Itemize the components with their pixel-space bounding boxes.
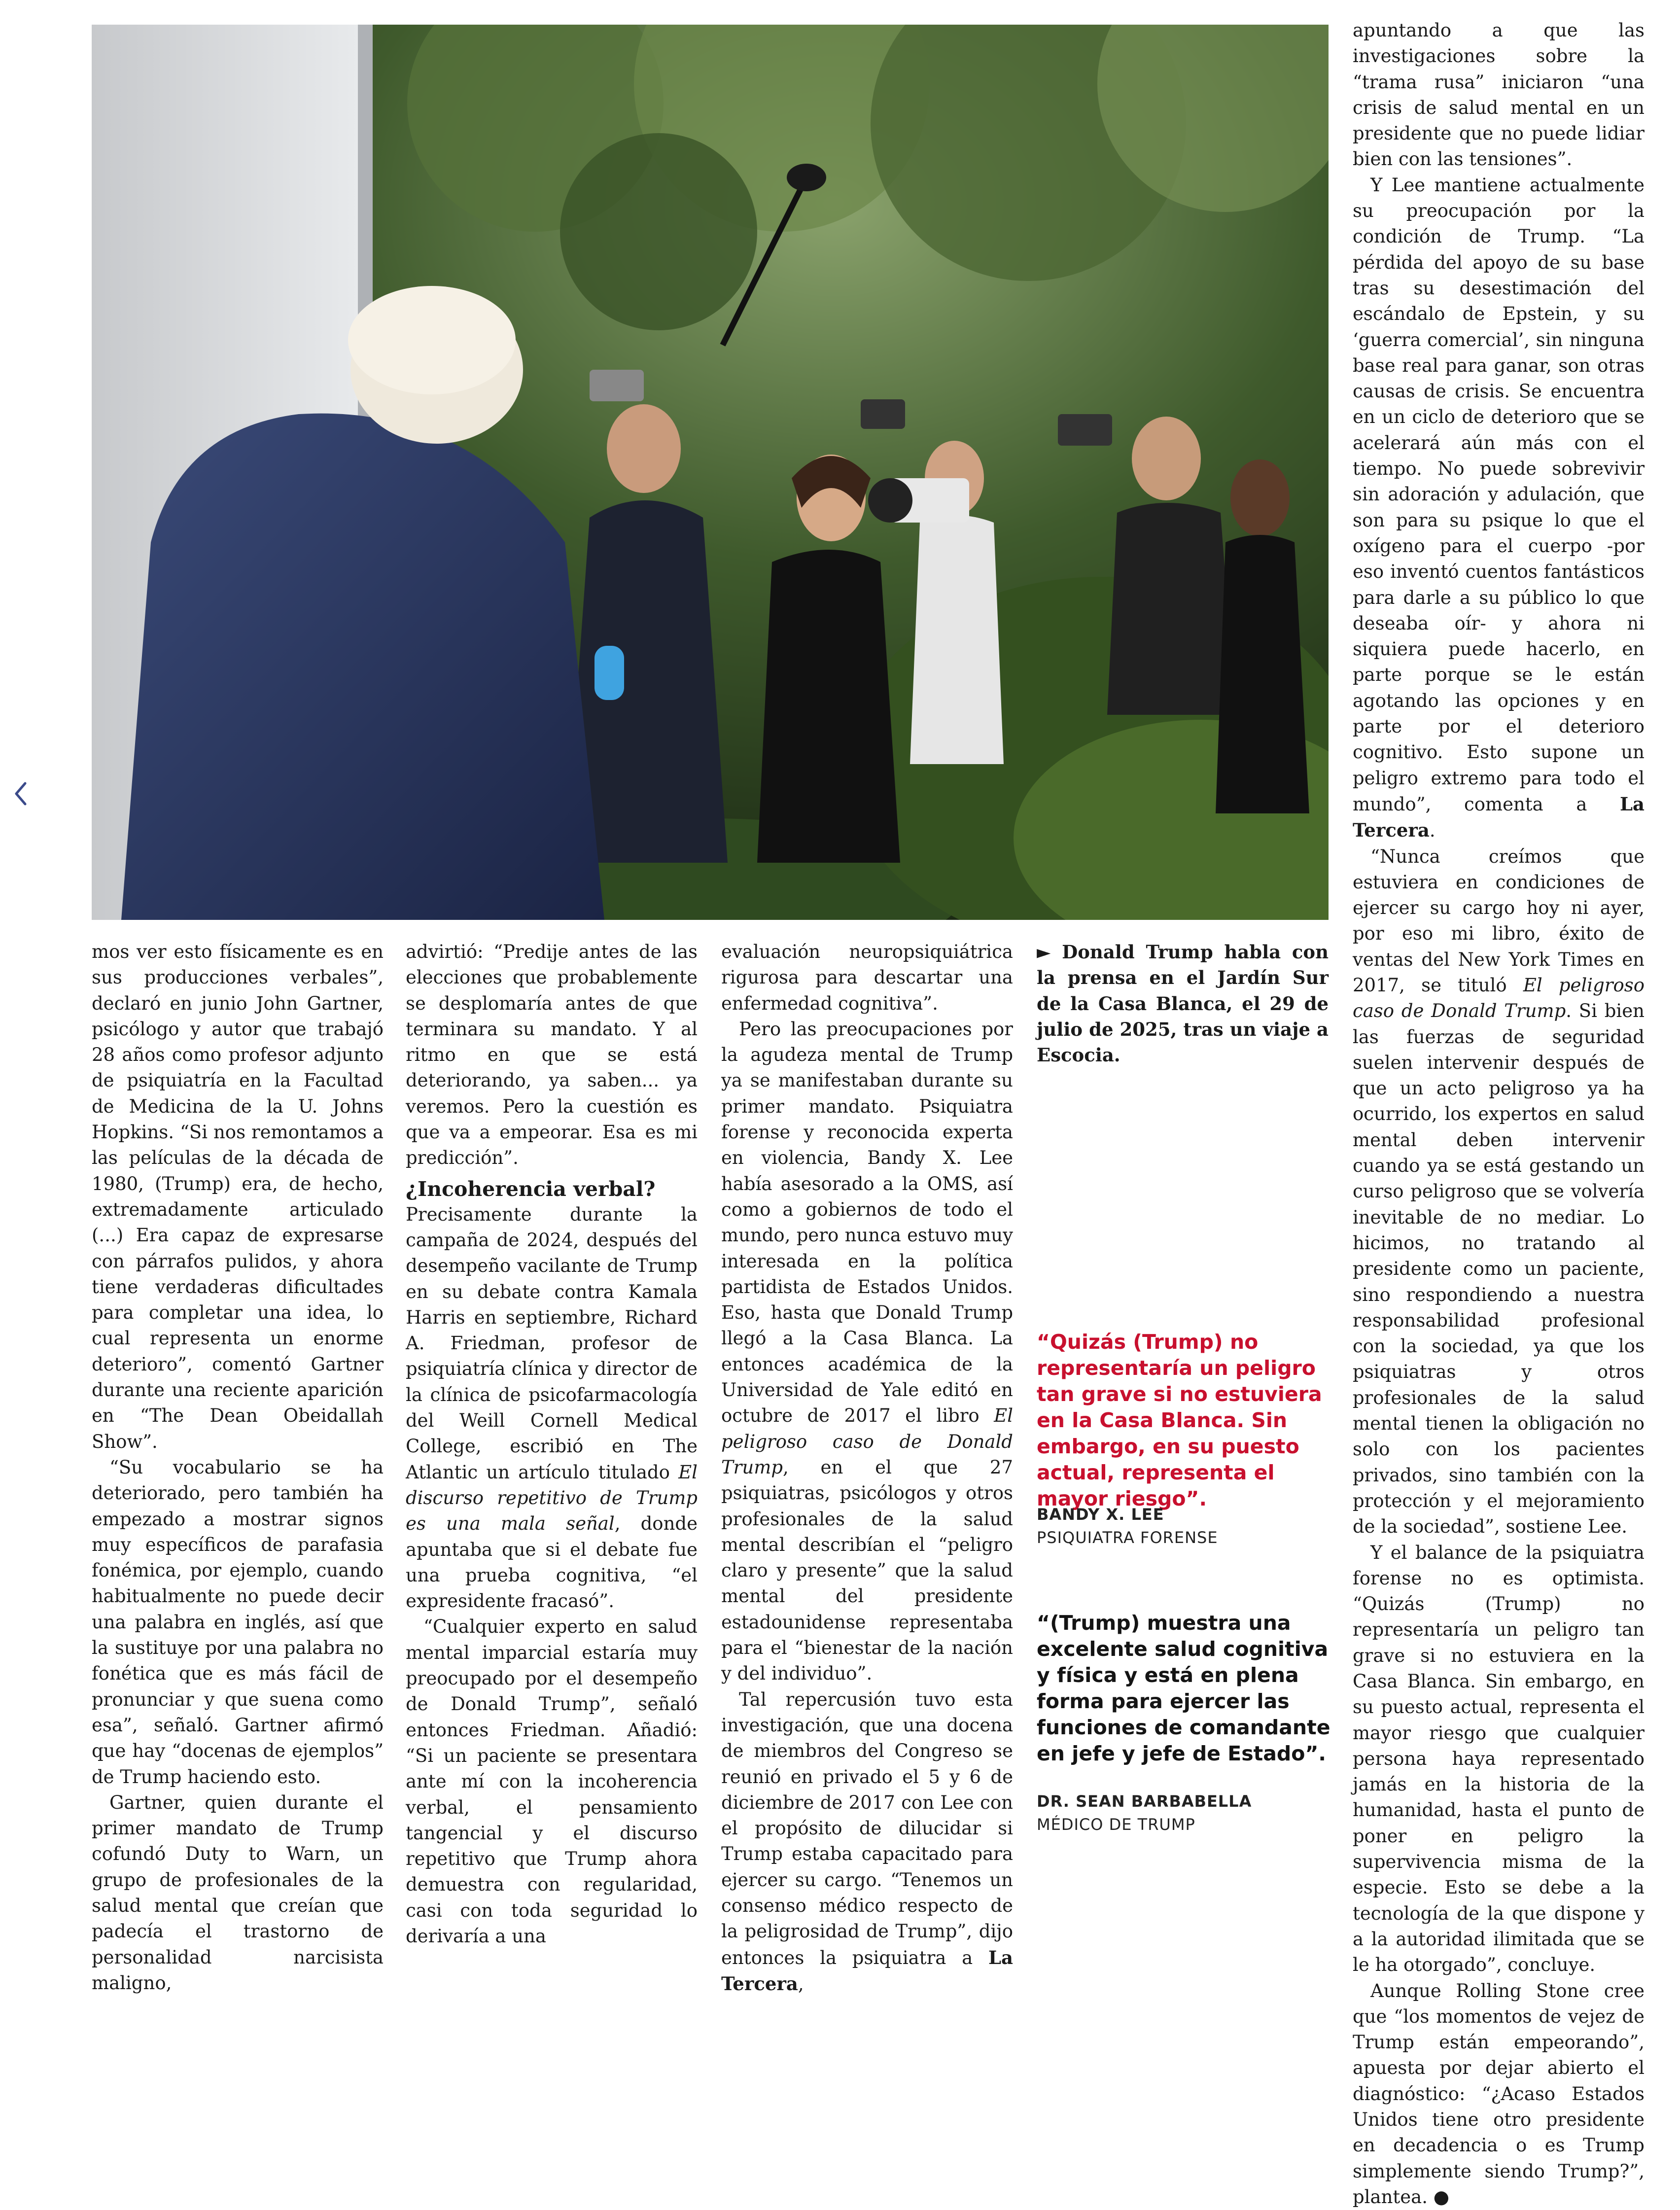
publication-name: La Tercera — [1353, 793, 1645, 842]
quote-author-name: DR. SEAN BARBABELLA — [1037, 1792, 1252, 1811]
paragraph: mos ver esto físicamente es en sus producciones verbales”, declaró en junio John Gartner, psicólogo y autor que trabajó 28 años como profesor adjunto de psiquiatría en la Facultad de Medicina de la U. Johns Hopkins. “Si nos remontamos a las películas de la década de 1980, (Trump) era, de hecho, extremadamente articulado (...) Era capaz de expresarse con párrafos pulidos, y ahora tiene verdaderas dificultades para completar una idea, lo cual representa un enorme deterioro”, comentó Gartner durante una reciente aparición en “The Dean Obeidallah Show”. — [92, 941, 384, 1452]
pull-quote-lee: “Quizás (Trump) no representaría un peligro tan grave si no estuviera en la Casa Blanca. Sin embargo, en su puesto actual, representa el mayor riesgo”. — [1037, 1330, 1322, 1510]
paragraph: “Cualquier experto en salud mental imparcial estaría muy preocupado por el desempeño de Donald Trump”, señaló entonces Friedman. Añadió: “Si un paciente se presentara ante mí con la incoherencia verbal, el pensamiento tangencial y el discurso repetitivo que Trump ahora demuestra con regularidad, casi con toda seguridad lo derivaría a una — [406, 1616, 698, 1947]
paragraph: Y el balance de la psiquiatra forense no es optimista. “Quizás (Trump) no representaría un peligro tan grave si no estuviera en la Casa Blanca. Sin embargo, en su puesto actual, representa el mayor riesgo que cualquier persona haya representado jamás en la historia de la humanidad, hasta el punto de poner en peligro la supervivencia misma de la especie. Esto se debe a la tecnología de la que dispone y a la autoridad ilimitada que se le ha otorgado”, concluye. — [1353, 1542, 1645, 1976]
quote-author-name: BANDY X. LEE — [1037, 1505, 1164, 1524]
subheading: ¿Incoherencia verbal? — [406, 1177, 656, 1201]
paragraph: evaluación neuropsiquiátrica rigurosa para descartar una enfermedad cognitiva”. — [721, 941, 1013, 1014]
paragraph: Gartner, quien durante el primer mandato de Trump cofundó Duty to Warn, un grupo de profesionales de la salud mental que creían que padecía el trastorno de personalidad narcisista maligno, — [92, 1791, 384, 1994]
paragraph: Precisamente durante la campaña de 2024, después del desempeño vacilante de Trump en su debate contra Kamala Harris en septiembre, Richard A. Friedman, profesor de psiquiatría clínica y director de la clínica de psicofarmacología del Weill Cornell Medical College, escribió en The Atlantic un artículo titulado El discurso repetitivo de Trump es una mala señal, donde apuntaba que si el debate fue una prueba cognitiva, “el expresidente fracasó”. — [406, 1203, 698, 1612]
photo-caption: ► Donald Trump habla con la prensa en el Jardín Sur de la Casa Blanca, el 29 de julio de 2025, tras un viaje a Escocia. — [1037, 941, 1329, 1066]
article-column-5 — [1353, 18, 1645, 2210]
book-title-italic: El peligroso caso de Donald Trump — [1353, 974, 1645, 1022]
quote-author-role: PSIQUIATRA FORENSE — [1037, 1528, 1218, 1547]
book-title-italic: El peligroso caso de Donald Trump — [721, 1405, 1013, 1478]
paragraph: advirtió: “Predije antes de las elecciones que probablemente se desplomaría antes de que terminara su mandato. Y al ritmo en que se está deteriorando, ya saben... ya veremos. Pero la cuestión es que va a empeorar. Esa es mi predicción”. — [406, 941, 698, 1169]
paragraph: “Nunca creímos que estuviera en condiciones de ejercer su cargo hoy ni ayer, por eso mi libro, éxito de ventas del New York Times en 2017, se tituló El peligroso caso de Donald Trump. Si bien las fuerzas de seguridad suelen intervenir después de que un acto peligroso ya ha ocurrido, los expertos en salud mental deben intervenir cuando ya se está gestando un curso peligroso que se volvería inevitable de no mediar. Lo hicimos, no tratando al presidente como un paciente, sino respondiendo a nuestra responsabilidad profesional con la sociedad, ya que los psiquiatras y otros profesionales de la salud mental tienen la obligación no solo con los pacientes privados, sino también con la protección y el mejoramiento de la sociedad”, sostiene Lee. — [1353, 845, 1645, 1538]
paragraph: Y Lee mantiene actualmente su preocupación por la condición de Trump. “La pérdida del apoyo de su base tras su desestimación del escándalo de Epstein, y su ‘guerra comercial’, sin ninguna base real para ganar, son otras causas de crisis. Se encuentra en un ciclo de deterioro que se acelerará aún más con el tiempo. No puede sobrevivir sin adoración y adulación, que son para su psique lo que el oxígeno para el cuerpo -por eso inventó cuentos fantásticos para darle a su público lo que deseaba oír- y ahora ni siquiera puede hacerlo, en parte porque se le están agotando las opciones y en parte por el deterioro cognitivo. Esto supone un peligro extremo para todo el mundo”, comenta a La Tercera. — [1353, 174, 1645, 842]
press-garden-photo — [92, 25, 1329, 920]
paragraph: apuntando a que las investigaciones sobre la “trama rusa” iniciaron “una crisis de salud mental en un presidente que no puede lidiar bien con las tensiones”. — [1353, 20, 1645, 170]
pull-quote-barbabella: “(Trump) muestra una excelente salud cognitiva y física y está en plena forma para ejercer las funciones de comandante en jefe y jefe de Estado”. — [1037, 1611, 1330, 1765]
article-column-2 — [406, 939, 698, 1949]
chevron-left-icon — [13, 781, 28, 806]
paragraph: “Su vocabulario se ha deteriorado, pero también ha empezado a mostrar signos muy específicos de parafasia fonémica, por ejemplo, cuando habitualmente no puede decir una palabra en inglés, así que la sustituye por una palabra no fonética que es más fácil de pronunciar y que suena como esa”, señaló. Gartner afirmó que hay “docenas de ejemplos” de Trump haciendo esto. — [92, 1456, 384, 1788]
article-photo — [92, 25, 1329, 920]
paragraph: Pero las preocupaciones por la agudeza mental de Trump ya se manifestaban durante su primer mandato. Psiquiatra forense y reconocida experta en violencia, Bandy X. Lee había asesorado a la OMS, así como a gobiernos de todo el mundo, pero nunca estuvo muy interesada en la política partidista de Estados Unidos. Eso, hasta que Donald Trump llegó a la Casa Blanca. La entonces académica de la Universidad de Yale editó en octubre de 2017 el libro El peligroso caso de Donald Trump, en el que 27 psiquiatras, psicólogos y otros profesionales de la salud mental describían el “peligro claro y presente” que la salud mental del presidente estadounidense representaba para el “bienestar de la nación y del individuo”. — [721, 1018, 1013, 1684]
back-button[interactable] — [6, 774, 35, 813]
paragraph: Tal repercusión tuvo esta investigación, que una docena de miembros del Congreso se reunió en privado el 5 y 6 de diciembre de 2017 con Lee con el propósito de dilucidar si Trump estaba capacitado para ejercer su cargo. “Tenemos un consenso médico respecto de la peligrosidad de Trump”, dijo entonces la psiquiatra a La Tercera, — [721, 1688, 1013, 1995]
paragraph: Aunque Rolling Stone cree que “los momentos de vejez de Trump están empeorando”, apuesta por dejar abierto el diagnóstico: “¿Acaso Estados Unidos tiene otro presidente en decadencia o es Trump simplemente siendo Trump?”, plantea. ● — [1353, 1980, 1645, 2208]
article-column-3 — [721, 939, 1013, 1997]
article-column-1 — [92, 939, 384, 1996]
quote-author-role: MÉDICO DE TRUMP — [1037, 1815, 1195, 1834]
article-title-italic: El discurso repetitivo de Trump es una mala señal — [406, 1461, 698, 1535]
publication-name: La Tercera — [721, 1946, 1013, 1995]
